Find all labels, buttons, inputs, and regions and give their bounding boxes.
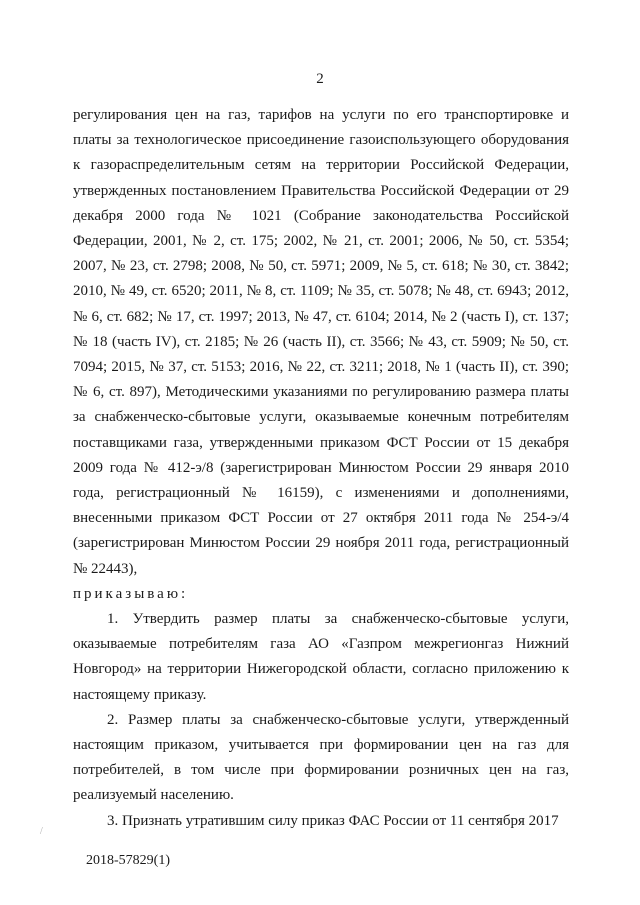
document-code: 2018-57829(1) bbox=[86, 853, 170, 868]
margin-mark: / bbox=[40, 826, 43, 837]
page-number: 2 bbox=[316, 71, 324, 87]
list-item-1: 1. Утвердить размер платы за снабженческо-сбытовые услуги, оказываемые потребителям газа АО «Газпром межрегионгаз Нижний Новгород» на территории Нижегородской области, согласно приложению к настоящему приказу. bbox=[73, 611, 569, 703]
document-body bbox=[73, 103, 569, 834]
list-item-3: 3. Признать утратившим силу приказ ФАС России от 11 сентября 2017 bbox=[107, 812, 559, 829]
intro-paragraph: регулирования цен на газ, тарифов на услуги по его транспортировке и платы за технологическое присоединение газоиспользующего оборудования к газораспределительным сетям на территории Российской Федерации, утвержденных постановлением Правительства Российской Федерации от 29 декабря 2000 года № 1021 (Собрание законодательства Российской Федерации, 2001, № 2, ст. 175; 2002, № 21, ст. 2001; 2006, № 50, ст. 5354; 2007, № 23, ст. 2798; 2008, № 50, ст. 5971; 2009, № 5, ст. 618; № 30, ст. 3842; 2010, № 49, ст. 6520; 2011, № 8, ст. 1109; № 35, ст. 5078; № 48, ст. 6943; 2012, № 6, ст. 682; № 17, ст. 1997; 2013, № 47, ст. 6104; 2014, № 2 (часть I), ст. 137; № 18 (часть IV), ст. 2185; № 26 (часть II), ст. 3566; № 43, ст. 5909; № 50, ст. 7094; 2015, № 37, ст. 5153; 2016, № 22, ст. 3211; 2018, № 1 (часть II), ст. 390; № 6, ст. 897), Методическими указаниями по регулированию размера платы за снабженческо-сбытовые услуги, оказываемые конечным потребителям поставщиками газа, утвержденными приказом ФСТ России от 15 декабря 2009 года № 412-э/8 (зарегистрирован Минюстом России 29 января 2010 года, регистрационный № 16159), с изменениями и дополнениями, внесенными приказом ФСТ России от 27 октября 2011 года № 254-э/4 (зарегистрирован Минюстом России 29 ноября 2011 года, регистрационный № 22443), bbox=[73, 107, 569, 577]
list-item-2: 2. Размер платы за снабженческо-сбытовые услуги, утвержденный настоящим приказом, учитывается при формировании цен на газ для потребителей, в том числе при формировании розничных цен на газ, реализуемый населению. bbox=[73, 711, 569, 804]
order-word: приказываю: bbox=[73, 585, 189, 602]
